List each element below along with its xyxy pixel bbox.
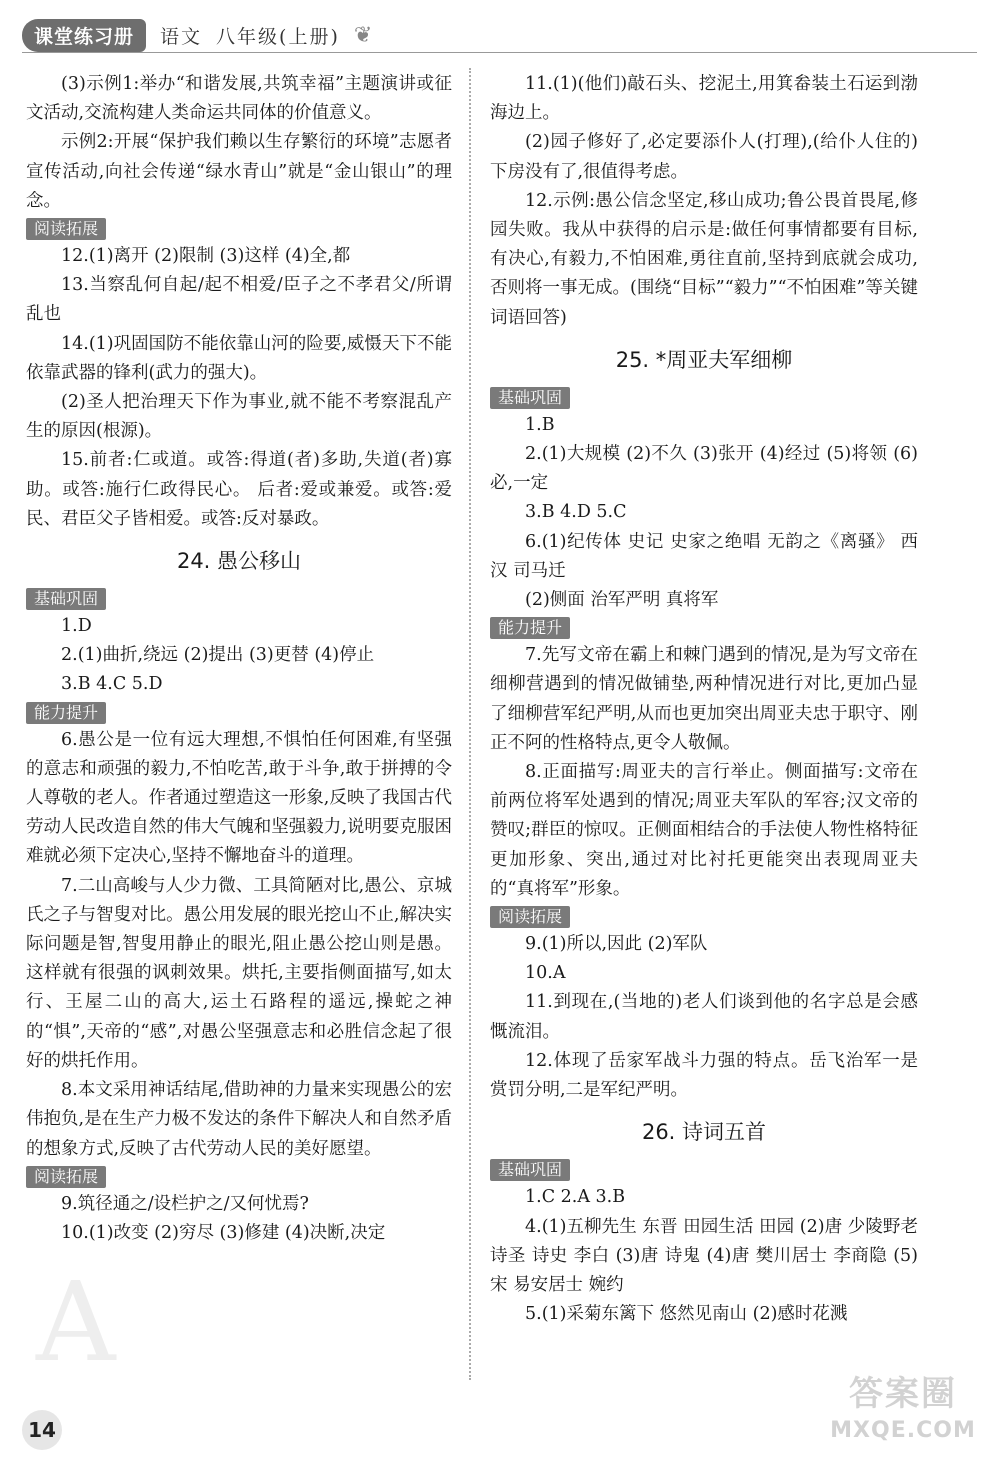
grade-label: 八年级(上册) [216,25,340,48]
paragraph: 8.正面描写:周亚夫的言行举止。侧面描写:文帝在前两位将军处遇到的情况;周亚夫军队的军容;汉文帝的赞叹;群臣的惊叹。正侧面相结合的手法使人物性格特征更加形象、突出,通过对比衬托更能突出表现周亚夫的“真将军”形象。 [490,762,918,899]
column-divider [469,68,471,1380]
paragraph: 10.(1)改变 (2)穷尽 (3)修建 (4)决断,决定 [61,1222,386,1243]
paragraph: 9.筑径通之/设栏护之/又何忧焉? [61,1193,309,1214]
paragraph: 1.D [61,616,92,637]
watermark-url: MXQE.COM [830,1418,976,1443]
section-tag-reading: 阅读拓展 [26,1166,106,1188]
paragraph: (2)侧面 治军严明 真将军 [525,590,719,611]
site-watermark [818,1372,988,1456]
paragraph: (3)示例1:举办“和谐发展,共筑幸福”主题演讲或征文活动,交流构建人类命运共同体的价值意义。 [26,74,452,124]
section-tag-basic: 基础巩固 [490,1159,570,1181]
paragraph: (2)圣人把治理天下作为事业,就不能不考察混乱产生的原因(根源)。 [26,392,452,442]
section-tag-ability: 能力提升 [490,617,570,639]
page-header [22,18,372,52]
watermark-text: 答案圈 [849,1374,957,1414]
lesson-title-25: 25. *周亚夫军细柳 [615,347,793,372]
plant-icon: ❦ [353,22,373,48]
section-tag-basic: 基础巩固 [26,588,106,610]
paragraph: 11.(1)(他们)敲石头、挖泥土,用箕畚装土石运到渤海边上。 [490,74,918,124]
section-tag-reading: 阅读拓展 [490,906,570,928]
paragraph: 12.体现了岳家军战斗力强的特点。岳飞治军一是赏罚分明,二是军纪严明。 [490,1050,918,1101]
paragraph: 12.示例:愚公信念坚定,移山成功;鲁公畏首畏尾,修园失败。我从中获得的启示是:做任何事情都要有目标,有决心,有毅力,不怕困难,勇往直前,坚持到底就会成功,否则将一事无成。(围绕“目标”“毅力”“不怕困难”等关键词语回答) [490,190,919,328]
paragraph: 7.二山高峻与人少力微、工具简陋对比,愚公、京城氏之子与智叟对比。愚公用发展的眼光挖山不止,解决实际问题是智,智叟用静止的眼光,阻止愚公挖山则是愚。这样就有很强的讽刺效果。烘托,主要指侧面描写,如太行、王屋二山的高大,运土石路程的遥远,操蛇之神的“惧”,天帝的“感”,对愚公坚强意志和必胜信念起了很好的烘托作用。 [26,875,452,1071]
paragraph: 示例2:开展“保护我们赖以生存繁衍的环境”志愿者宣传活动,向社会传递“绿水青山”就是“金山银山”的理念。 [26,132,452,211]
paragraph: 5.(1)采菊东篱下 悠然见南山 (2)感时花溅 [525,1304,848,1325]
header-rule [22,52,977,53]
paragraph: 8.本文采用神话结尾,借助神的力量来实现愚公的宏伟抱负,是在生产力极不发达的条件下解决人和自然矛盾的想象方式,反映了古代劳动人民的美好愿望。 [26,1080,452,1159]
paragraph: 1.B [525,414,555,435]
letter-a-watermark-icon: A [36,1258,116,1386]
paragraph: 6.愚公是一位有远大理想,不惧怕任何困难,有坚强的意志和顽强的毅力,不怕吃苦,敢于斗争,敢于拼搏的令人尊敬的老人。作者通过塑造这一形象,反映了我国古代劳动人民改造自然的伟大气魄和坚强毅力,说明要克服困难就必须下定决心,坚持不懈地奋斗的道理。 [26,729,452,867]
paragraph: (2)园子修好了,必定要添仆人(打理),(给仆人住的)下房没有了,很值得考虑。 [490,132,918,182]
paragraph: 6.(1)纪传体 史记 史家之绝唱 无韵之《离骚》 西汉 司马迁 [490,531,918,581]
paragraph: 4.(1)五柳先生 东晋 田园生活 田园 (2)唐 少陵野老 诗圣 诗史 李白 (3)唐 诗鬼 (4)唐 樊川居士 李商隐 (5)宋 易安居士 婉约 [490,1216,918,1295]
book-brand: 课堂练习册 [22,19,146,52]
right-column [490,70,918,1329]
paragraph: 3.B 4.D 5.C [525,502,627,523]
paragraph: 13.当察乱何自起/起不相爱/臣子之不孝君父/所谓乱也 [26,275,452,325]
paragraph: 1.C 2.A 3.B [525,1187,626,1208]
paragraph: 15.前者:仁或道。或答:得道(者)多助,失道(者)寡助。或答:施行仁政得民心。 后者:爱或兼爱。或答:爱民、君臣父子皆相爱。或答:反对暴政。 [26,450,452,529]
section-tag-ability: 能力提升 [26,702,106,724]
section-tag-reading: 阅读拓展 [26,218,106,240]
paragraph: 2.(1)曲折,绕远 (2)提出 (3)更替 (4)停止 [61,645,375,666]
paragraph: 3.B 4.C 5.D [61,674,163,695]
subject-label: 语文 [160,25,203,48]
paragraph: 7.先写文帝在霸上和棘门遇到的情况,是为写文帝在细柳营遇到的情况做铺垫,两种情况进行对比,更加凸显了细柳营军纪严明,从而也更加突出周亚夫忠于职守、刚正不阿的性格特点,更令人敬佩。 [490,645,918,753]
paragraph: 12.(1)离开 (2)限制 (3)这样 (4)全,都 [61,246,351,267]
lesson-title-24: 24. 愚公移山 [176,549,302,574]
paragraph: 2.(1)大规模 (2)不久 (3)张开 (4)经过 (5)将领 (6)必,一定 [490,444,918,494]
paragraph: 10.A [525,963,566,984]
page-number: 14 [22,1410,62,1450]
left-column [26,70,452,1248]
paragraph: 14.(1)巩固国防不能依靠山河的险要,威慑天下不能依靠武器的锋利(武力的强大)。 [26,333,452,383]
paragraph: 11.到现在,(当地的)老人们谈到他的名字总是会感慨流泪。 [490,992,918,1042]
lesson-title-26: 26. 诗词五首 [641,1120,767,1145]
paragraph: 9.(1)所以,因此 (2)军队 [525,934,708,955]
section-tag-basic: 基础巩固 [490,387,570,409]
